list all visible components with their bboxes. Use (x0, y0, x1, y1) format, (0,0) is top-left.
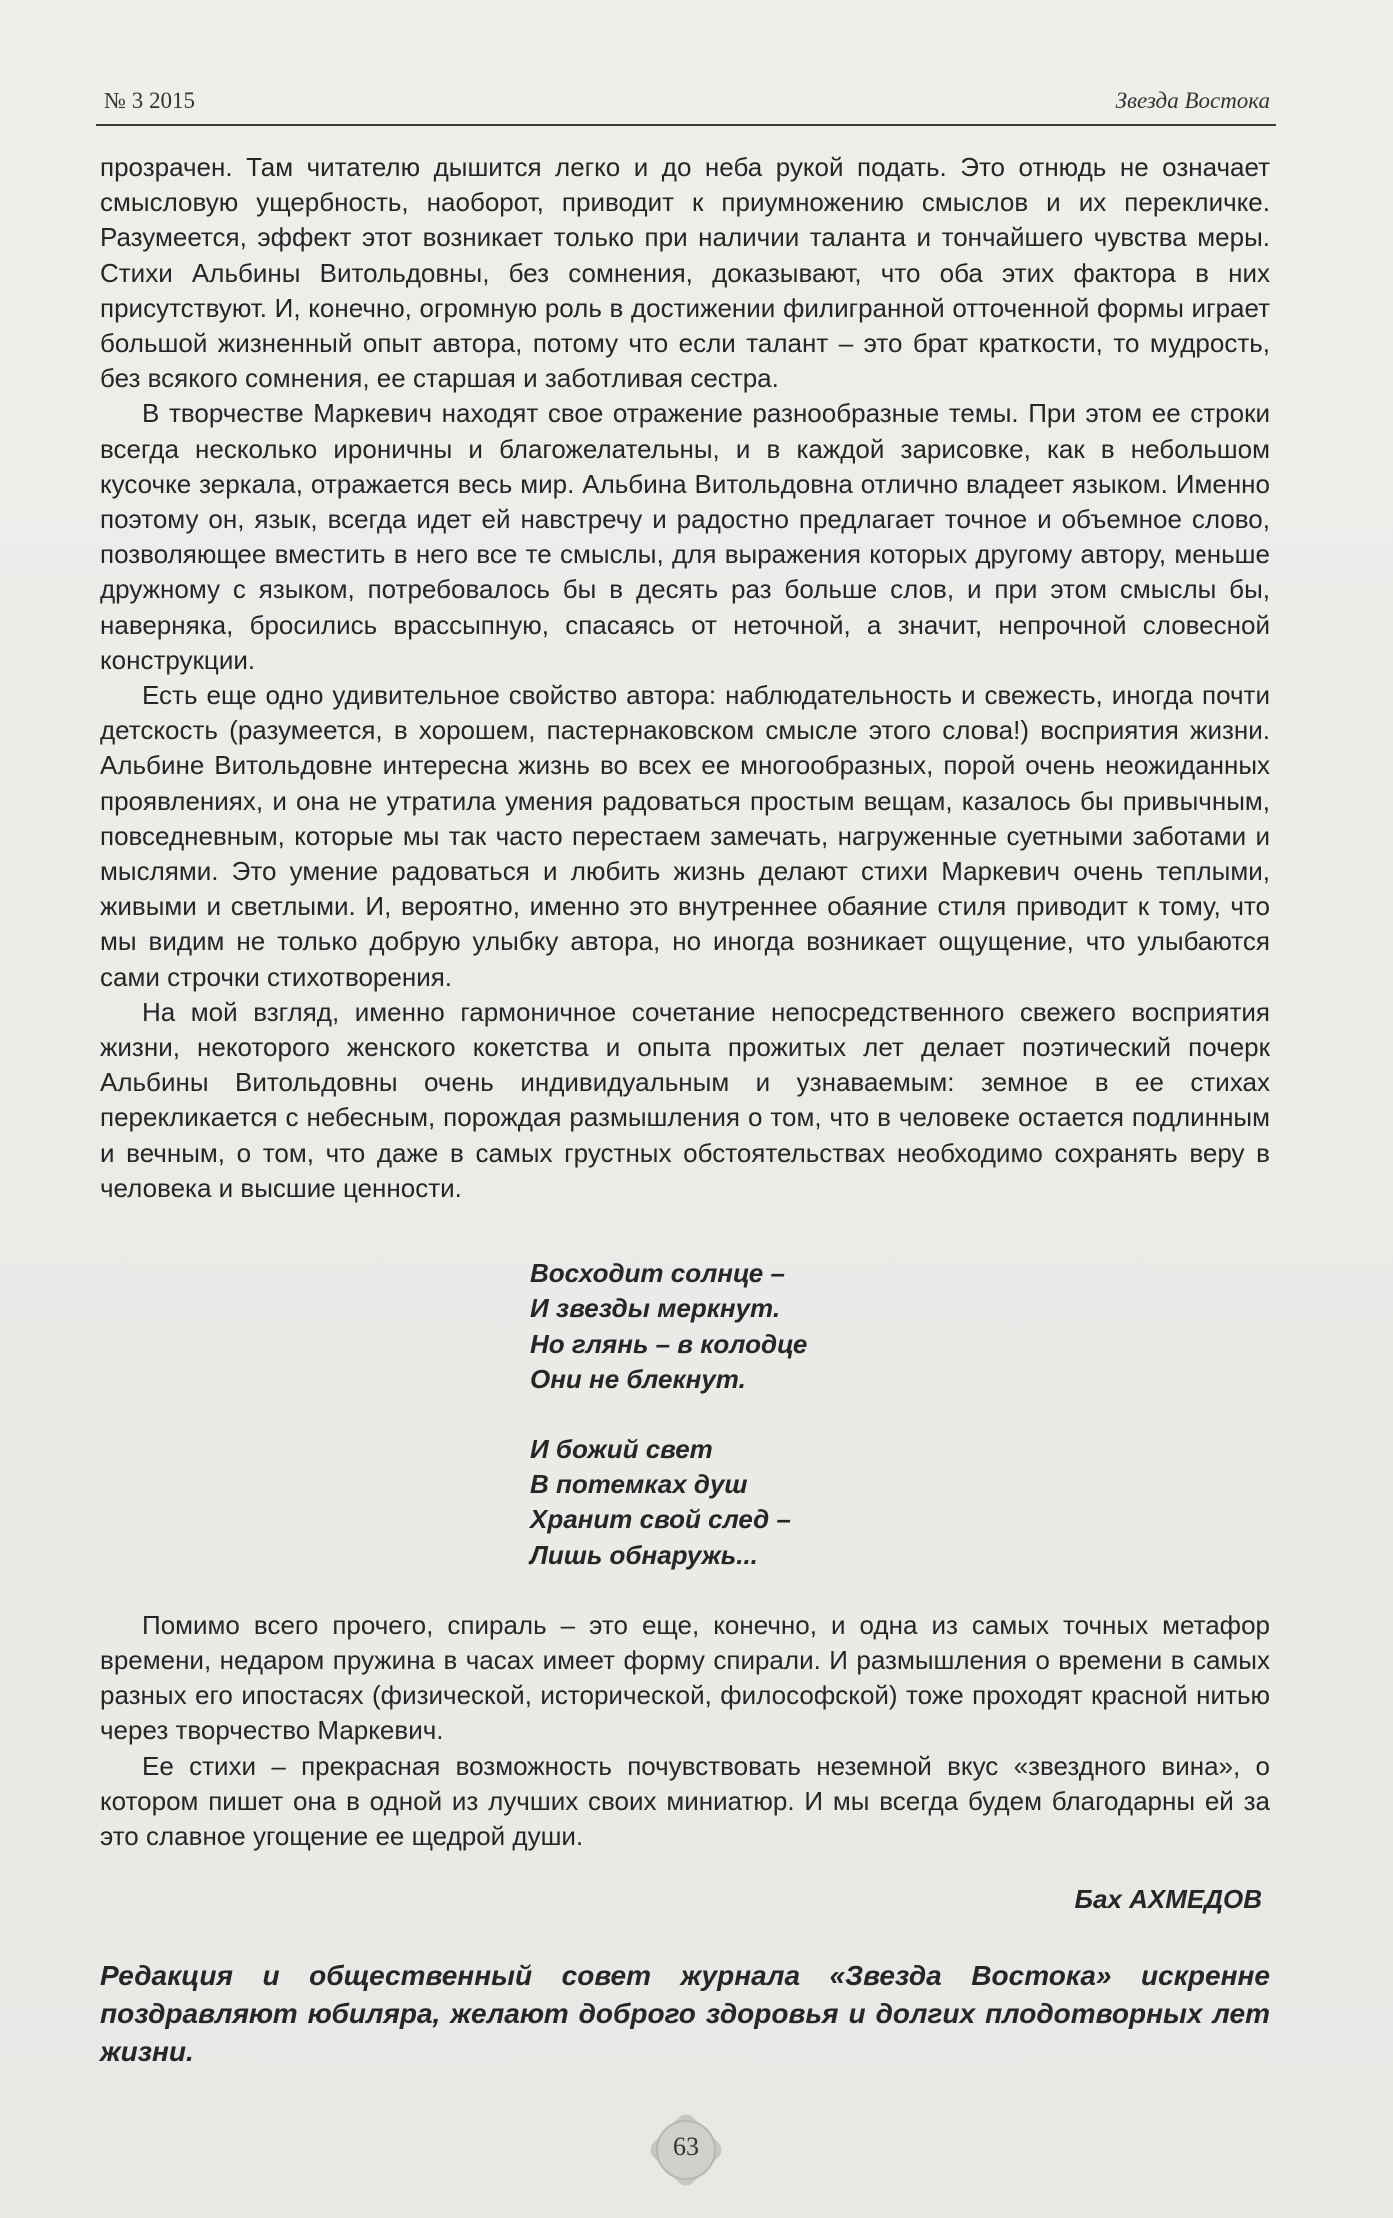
journal-title: Звезда Востока (1115, 88, 1270, 113)
poem-stanza-2 (530, 1432, 1270, 1573)
poem-line: И звезды меркнут. (530, 1293, 781, 1324)
poem-line: Но глянь – в колодце (530, 1328, 808, 1359)
issue-number: № 3 2015 (104, 88, 195, 113)
page-number-badge (648, 2112, 724, 2188)
editorial-note: Редакция и общественный совет журнала «Звезда Востока» искренне поздравляют юбиляра, желают доброго здоровья и долгих плодотворных лет жизни. (100, 1960, 1270, 2068)
paragraph-5: Помимо всего прочего, спираль – это еще, конечно, и одна из самых точных метафор времени, недаром пружина в часах имеет форму спирали. И размышления о времени в самых разных его ипостасях (физической, исторической, философской) тоже проходят красной нитью через творчество Маркевич. (100, 1609, 1270, 1746)
poem-line: Хранит свой след – (530, 1504, 791, 1535)
poem-line: В потемках душ (530, 1469, 748, 1500)
paragraph-4: На мой взгляд, именно гармоничное сочетание непосредственного свежего восприятия жизни, некоторого женского кокетства и опыта прожитых лет делает поэтический почерк Альбины Витольдовны очень индивидуальным и узнаваемым: земное в ее стихах перекликается с небесным, порождая размышления о том, что в человеке остается подлинным и вечным, о том, что даже в самых грустных обстоятельствах необходимо сохранять веру в человека и высшие ценности. (100, 996, 1270, 1203)
closing-section (100, 1608, 1270, 1854)
paragraph-6: Ее стихи – прекрасная возможность почувствовать неземной вкус «звездного вина», о котором пишет она в одной из лучших своих миниатюр. И мы всегда будем благодарны ей за это славное угощение ее щедрой души. (100, 1750, 1270, 1851)
poem-line: Лишь обнаружь... (530, 1539, 758, 1570)
poem-stanza-1 (530, 1256, 1270, 1397)
running-header (96, 84, 1276, 126)
poem-line: И божий свет (530, 1433, 713, 1464)
poem-line: Они не блекнут. (530, 1363, 746, 1394)
author-signature: Бах АХМЕДОВ (1074, 1884, 1262, 1915)
paragraph-2: В творчестве Маркевич находят свое отражение разнообразные темы. При этом ее строки всегда несколько ироничны и благожелательны, и в каждой зарисовке, как в небольшом кусочке зеркала, отражается весь мир. Альбина Витольдовна отлично владеет языком. Именно поэтому он, язык, всегда идет ей навстречу и радостно предлагает точное и объемное слово, позволяющее вместить в него все те смыслы, для выражения которых другому автору, меньше дружному с языком, потребовалось бы в десять раз больше слов, и при этом смыслы бы, наверняка, бросились врассыпную, спасаясь от неточной, а значит, непрочной словесной конструкции. (100, 398, 1270, 675)
paragraph-3: Есть еще одно удивительное свойство автора: наблюдательность и свежесть, иногда почти детскость (разумеется, в хорошем, пастернаковском смысле этого слова!) восприятия жизни. Альбине Витольдовне интересна жизнь во всех ее многообразных, порой очень неожиданных проявлениях, и она не утратила умения радоваться простым вещам, казалось бы привычным, повседневным, которые мы так часто перестаем замечать, нагруженные суетными заботами и мыслями. Это умение радоваться и любить жизнь делают стихи Маркевич очень теплыми, живыми и светлыми. И, вероятно, именно это внутреннее обаяние стиля приводит к тому, что мы видим не только добрую улыбку автора, но иногда возникает ощущение, что улыбаются сами строчки стихотворения. (100, 680, 1270, 992)
page-number: 63 (673, 2132, 699, 2161)
paragraph-1: прозрачен. Там читателю дышится легко и до неба рукой подать. Это отнюдь не означает смысловую ущербность, наоборот, приводит к приумножению смыслов и их перекличке. Разумеется, эффект этот возникает только при наличии таланта и тончайшего чувства меры. Стихи Альбины Витольдовны, без сомнения, доказывают, что оба этих фактора в них присутствуют. И, конечно, огромную роль в достижении филигранной отточенной формы играет большой жизненный опыт автора, потому что если талант – это брат краткости, то мудрость, без всякого сомнения, ее старшая и заботливая сестра. (100, 152, 1270, 394)
poem-line: Восходит солнце – (530, 1258, 785, 1289)
poem-quote (530, 1256, 1270, 1573)
article-body (100, 150, 1270, 2071)
